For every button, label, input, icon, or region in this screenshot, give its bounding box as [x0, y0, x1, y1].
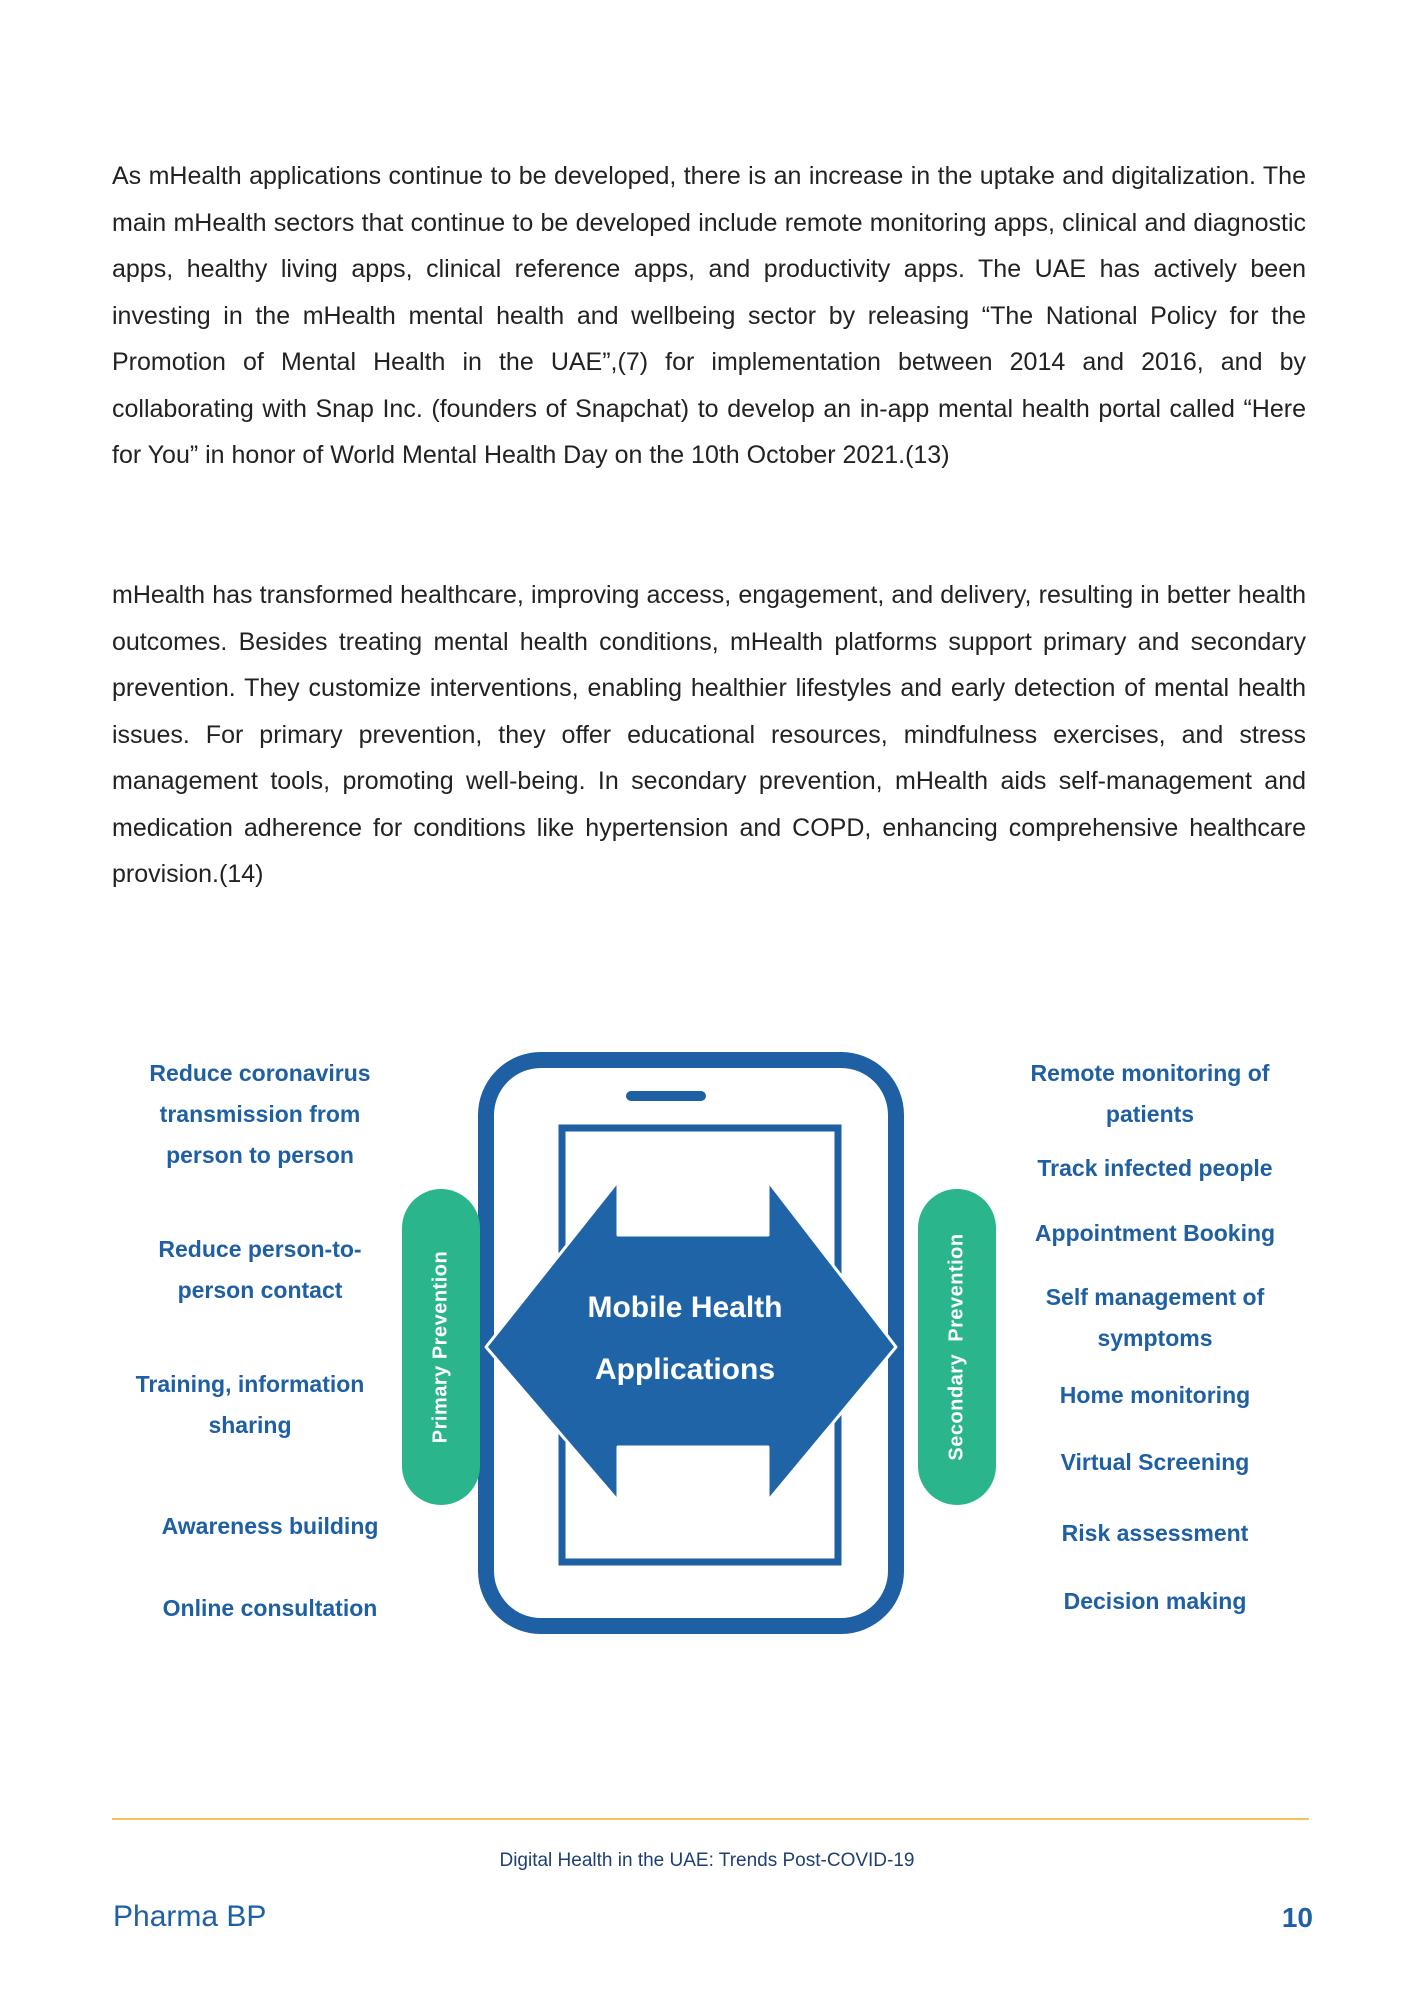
left-item: Reduce person-to-person contact — [158, 1236, 362, 1303]
footer-divider — [112, 1818, 1309, 1820]
right-item: Decision making — [1063, 1588, 1247, 1614]
brand-name: Pharma BP — [113, 1900, 267, 1933]
left-item: Reduce coronavirus transmission from person to person — [149, 1060, 371, 1168]
left-item: Training, information sharing — [135, 1371, 365, 1438]
right-item: Risk assessment — [1061, 1520, 1249, 1546]
left-item: Online consultation — [162, 1595, 378, 1621]
body-paragraph-2: mHealth has transformed healthcare, improving access, engagement, and delivery, resulting in better health outcomes. Besides treating mental health conditions, mHealth platforms support primary and secondary prevention. They customize interventions, enabling healthier lifestyles and early detection of mental health issues. For primary prevention, they offer educational resources, mindfulness exercises, and stress management tools, promoting well-being. In secondary prevention, mHealth aids self-management and medication adherence for conditions like hypertension and COPD, enhancing comprehensive healthcare provision.(14) — [112, 581, 1306, 888]
right-item: Remote monitoring of patients — [1030, 1060, 1270, 1127]
right-item: Appointment Booking — [1034, 1220, 1276, 1246]
secondary-prevention-pill — [918, 1189, 996, 1505]
footer-title: Digital Health in the UAE: Trends Post-COVID-19 — [499, 1850, 915, 1871]
phone-speaker — [626, 1091, 706, 1101]
mhealth-diagram — [0, 1040, 1414, 1680]
right-item: Self management of symptoms — [1045, 1284, 1265, 1351]
right-item: Track infected people — [1037, 1155, 1273, 1181]
primary-prevention-label: Primary Prevention — [429, 1250, 452, 1444]
secondary-prevention-label: Secondary Prevention — [945, 1233, 968, 1461]
center-title-line1: Mobile Health — [587, 1291, 783, 1324]
body-paragraph-1: As mHealth applications continue to be developed, there is an increase in the uptake and digitalization. The main mHealth sectors that continue to be developed include remote monitoring apps, clinical and diagnostic apps, healthy living apps, clinical reference apps, and productivity apps. The UAE has actively been investing in the mHealth mental health and wellbeing sector by releasing “The National Policy for the Promotion of Mental Health in the UAE”,(7) for implementation between 2014 and 2016, and by collaborating with Snap Inc. (founders of Snapchat) to develop an in-app mental health portal called “Here for You” in honor of World Mental Health Day on the 10th October 2021.(13) — [112, 162, 1306, 469]
right-item: Virtual Screening — [1060, 1449, 1250, 1475]
left-item: Awareness building — [161, 1513, 379, 1539]
page-number: 10 — [1281, 1902, 1313, 1933]
right-item: Home monitoring — [1059, 1382, 1251, 1408]
center-title-line2: Applications — [594, 1353, 775, 1386]
primary-prevention-pill — [402, 1189, 480, 1505]
